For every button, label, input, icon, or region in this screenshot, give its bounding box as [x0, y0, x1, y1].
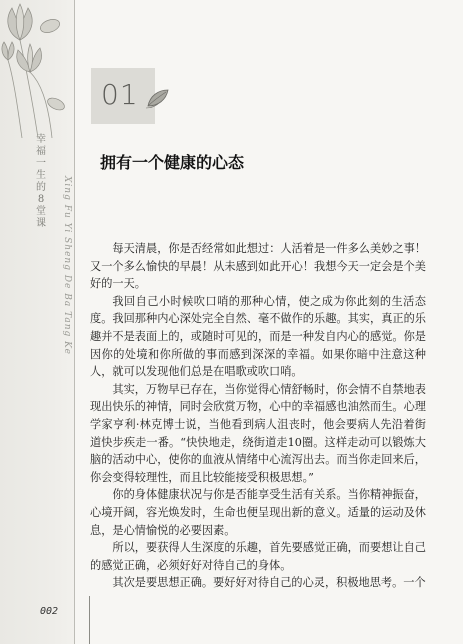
chapter-title: 拥有一个健康的心态	[100, 153, 245, 172]
paragraph: 你的身体健康状况与你是否能享受生活有关系。当你精神振奋，心境开阔，容光焕发时，生命也便呈现出新的意义。适量的运动及休息，是心情愉悦的必要因素。	[90, 488, 426, 537]
body-text	[90, 240, 426, 592]
book-title-pinyin: Xing Fu Yi Sheng De Ba Tang Ke	[62, 176, 72, 355]
lotus-flower-illustration	[0, 0, 75, 140]
paragraph: 其次是要思想正确。要好好对待自己的心灵，积极地思考。一个	[112, 576, 426, 590]
book-title-vertical: 幸福一生的8堂课	[36, 134, 46, 229]
paragraph: 所以，要获得人生深度的乐趣，首先要感觉正确，而要想让自己的感觉正确，必须好好对待自己的身体。	[90, 541, 426, 572]
paragraph: 其实，万物早已存在，当你觉得心情舒畅时，你会情不自禁地表现出快乐的神情，同时会欣赏万物，心中的幸福感也油然而生。心理学家亨利·林克博士说，当他看到病人沮丧时，他会要病人先沿着街道快步疾走一番。“快快地走，绕街道走10圈。这样走动可以锻炼大脑的活动中心，使你的血液从情绪中心流泻出去。而当你走回来后，你会变得较理性，而且比较能接受积极思想。”	[90, 382, 426, 484]
chapter-number: 01	[101, 78, 139, 111]
page-number: 002	[40, 606, 59, 617]
paragraph: 我回自己小时候吹口哨的那种心情，使之成为你此刻的生活态度。我回那种内心深处完全自然、毫不做作的乐趣。其实，真正的乐趣并不是表面上的，或随时可见的，而是一种发自内心的感觉。你是因你的处境和你所做的事而感到深深的幸福。如果你暗中注意这种人，就可以发现他们总是在唱歌或吹口哨。	[90, 294, 426, 379]
paragraph: 每天清晨，你是否经常如此想过：人活着是一件多么美妙之事！又一个多么愉快的早晨！从未感到如此开心！我想今天一定会是个美好的一天。	[90, 242, 426, 291]
leaf-icon	[144, 86, 172, 110]
footer-divider	[89, 596, 90, 644]
